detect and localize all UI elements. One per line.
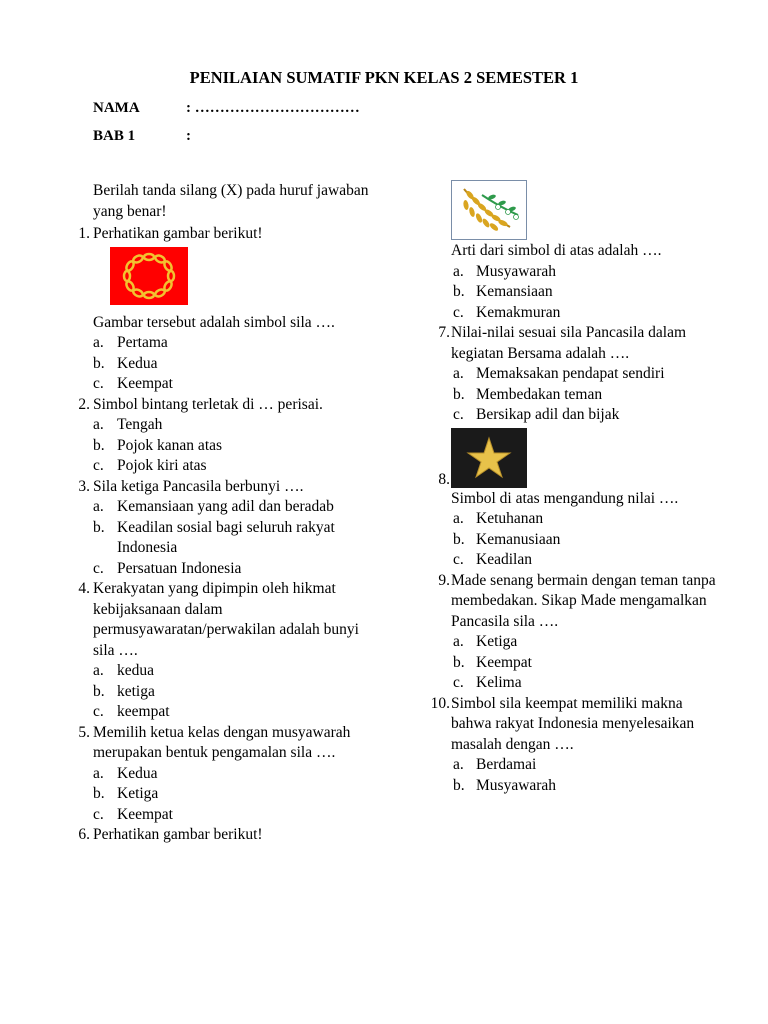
option-10a[interactable] — [418, 755, 718, 776]
option-9c[interactable] — [418, 673, 718, 694]
option-letter: a. — [93, 498, 104, 515]
question-number: 2. — [78, 395, 90, 413]
options-4 — [60, 661, 380, 723]
option-text: Kemansiaan yang adil dan beradab — [117, 498, 334, 515]
option-9b[interactable] — [418, 653, 718, 674]
option-letter: b. — [93, 518, 105, 536]
question-number: 4. — [78, 580, 90, 597]
option-text: Membedakan teman — [476, 385, 603, 403]
option-letter: a. — [93, 416, 104, 433]
question-8 — [418, 428, 718, 510]
option-letter: a. — [453, 510, 464, 527]
option-text: ketiga — [117, 682, 155, 700]
question-1 — [60, 224, 380, 333]
option-letter: c. — [453, 551, 464, 568]
question-text: Simbol bintang terletak di … perisai. — [93, 395, 323, 413]
option-text: Kemakmuran — [476, 303, 561, 321]
question-text: Kerakyatan yang dipimpin oleh hikmat kebijaksanaan dalam permusyawaratan/perwakilan adalah bunyi sila …. — [93, 580, 359, 659]
option-letter: a. — [93, 334, 104, 351]
options-2 — [60, 415, 380, 477]
option-letter: c. — [93, 703, 104, 720]
question-text: Perhatikan gambar berikut! — [93, 225, 263, 242]
option-5a[interactable] — [60, 764, 380, 785]
option-text: Kedua — [117, 764, 158, 782]
option-text: Pojok kanan atas — [117, 436, 223, 454]
option-text: Kemanusiaan — [476, 530, 561, 548]
option-letter: a. — [93, 764, 104, 782]
name-field[interactable]: : …………………………… — [186, 100, 360, 116]
question-text: Memilih ketua kelas dengan musyawarah merupakan bentuk pengamalan sila …. — [93, 723, 351, 761]
option-letter: c. — [93, 375, 104, 392]
chapter-field[interactable]: : — [186, 128, 191, 144]
question-number: 3. — [78, 477, 90, 495]
option-text: Tengah — [117, 416, 163, 433]
option-text: Musyawarah — [476, 262, 557, 280]
option-letter: b. — [93, 682, 105, 700]
rice-cotton-symbol-image — [451, 180, 527, 240]
chain-symbol-image — [110, 247, 188, 305]
option-text: Memaksakan pendapat sendiri — [476, 365, 665, 382]
option-text: Kelima — [476, 674, 522, 691]
option-5c[interactable] — [60, 805, 380, 826]
question-text: Perhatikan gambar berikut! — [93, 826, 263, 843]
question-number: 1. — [78, 225, 90, 242]
option-3a[interactable] — [60, 497, 380, 518]
options-6 — [418, 262, 718, 324]
rice-cotton-icon — [452, 181, 526, 239]
option-letter: b. — [93, 354, 105, 372]
option-letter: a. — [453, 756, 464, 773]
option-text: Ketiga — [476, 633, 518, 650]
question-6 — [60, 825, 380, 846]
option-3c[interactable] — [60, 559, 380, 580]
option-text: Keadilan — [476, 551, 532, 568]
option-letter: a. — [453, 633, 464, 650]
star-icon — [451, 428, 527, 488]
option-2b[interactable] — [60, 436, 380, 457]
option-9a[interactable] — [418, 632, 718, 653]
option-10b[interactable] — [418, 776, 718, 797]
option-letter: a. — [453, 262, 464, 280]
question-caption: Simbol di atas mengandung nilai …. — [451, 489, 679, 507]
option-letter: c. — [93, 805, 104, 823]
option-4c[interactable] — [60, 702, 380, 723]
question-number: 7. — [438, 324, 450, 341]
option-7a[interactable] — [418, 364, 718, 385]
question-number: 5. — [78, 723, 90, 741]
option-text: Berdamai — [476, 756, 537, 773]
option-6a[interactable] — [418, 262, 718, 283]
option-2c[interactable] — [60, 456, 380, 477]
question-number: 9. — [438, 571, 450, 589]
option-3b[interactable] — [60, 518, 380, 559]
option-8b[interactable] — [418, 530, 718, 551]
chain-icon — [110, 247, 188, 305]
instruction: Berilah tanda silang (X) pada huruf jawaban yang benar! — [93, 182, 369, 220]
option-letter: b. — [453, 385, 465, 403]
options-8 — [418, 509, 718, 571]
option-1b[interactable] — [60, 354, 380, 375]
option-7b[interactable] — [418, 385, 718, 406]
option-text: Ketiga — [117, 785, 159, 802]
option-letter: b. — [453, 776, 465, 794]
option-letter: b. — [93, 436, 105, 454]
option-4a[interactable] — [60, 661, 380, 682]
option-8c[interactable] — [418, 550, 718, 571]
question-7 — [418, 323, 718, 364]
option-text: Pertama — [117, 334, 168, 351]
option-text: Kedua — [117, 354, 158, 372]
option-letter: c. — [93, 457, 104, 474]
options-1 — [60, 333, 380, 395]
option-text: keempat — [117, 703, 170, 720]
option-text: Musyawarah — [476, 776, 557, 794]
option-letter: c. — [453, 303, 464, 321]
option-text: Keempat — [117, 805, 173, 823]
question-2 — [60, 395, 380, 416]
options-10 — [418, 755, 718, 796]
options-9 — [418, 632, 718, 694]
option-text: kedua — [117, 662, 155, 679]
option-letter: b. — [453, 283, 465, 300]
option-6b[interactable] — [418, 282, 718, 303]
option-2a[interactable] — [60, 415, 380, 436]
option-text: Keempat — [476, 653, 532, 671]
option-letter: b. — [453, 653, 465, 671]
question-text: Simbol sila keempat memiliki makna bahwa rakyat Indonesia menyelesaikan masalah dengan …. — [451, 694, 695, 753]
option-letter: a. — [453, 365, 464, 382]
option-text: Bersikap adil dan bijak — [476, 406, 620, 423]
right-column — [418, 180, 718, 796]
option-letter: b. — [93, 785, 105, 802]
options-5 — [60, 764, 380, 826]
option-1a[interactable] — [60, 333, 380, 354]
option-text: Persatuan Indonesia — [117, 559, 242, 577]
star-symbol-image — [451, 428, 527, 488]
question-caption: Arti dari simbol di atas adalah …. — [451, 242, 662, 259]
option-letter: b. — [453, 530, 465, 548]
page-title: PENILAIAN SUMATIF PKN KELAS 2 SEMESTER 1 — [189, 68, 579, 87]
question-text: Made senang bermain dengan teman tanpa membedakan. Sikap Made mengamalkan Pancasila sila …. — [451, 571, 716, 630]
question-text: Nilai-nilai sesuai sila Pancasila dalam kegiatan Bersama adalah …. — [451, 324, 687, 362]
option-text: Pojok kiri atas — [117, 457, 207, 474]
option-letter: c. — [93, 559, 104, 577]
question-9 — [418, 571, 718, 633]
question-5 — [60, 723, 380, 764]
options-3 — [60, 497, 380, 579]
question-4 — [60, 579, 380, 661]
option-7c[interactable] — [418, 405, 718, 426]
chapter-label: BAB 1 — [93, 128, 136, 144]
option-6c[interactable] — [418, 303, 718, 324]
question-number: 8. — [438, 470, 450, 488]
question-number: 10. — [430, 694, 450, 712]
option-5b[interactable] — [60, 784, 380, 805]
option-4b[interactable] — [60, 682, 380, 703]
question-caption: Gambar tersebut adalah simbol sila …. — [93, 313, 335, 331]
option-letter: c. — [453, 674, 464, 691]
options-7 — [418, 364, 718, 426]
question-10 — [418, 694, 718, 756]
option-letter: c. — [453, 406, 464, 423]
option-text: Keempat — [117, 375, 173, 392]
question-number: 6. — [78, 826, 90, 843]
option-text: Kemansiaan — [476, 283, 553, 300]
option-text: Ketuhanan — [476, 510, 544, 527]
left-column — [60, 181, 380, 846]
option-8a[interactable] — [418, 509, 718, 530]
option-text: Keadilan sosial bagi seluruh rakyat Indonesia — [117, 518, 335, 556]
name-label: NAMA — [93, 100, 140, 116]
question-3 — [60, 477, 380, 498]
option-1c[interactable] — [60, 374, 380, 395]
option-letter: a. — [93, 662, 104, 679]
question-text: Sila ketiga Pancasila berbunyi …. — [93, 477, 304, 495]
question-6-continued — [418, 180, 718, 262]
